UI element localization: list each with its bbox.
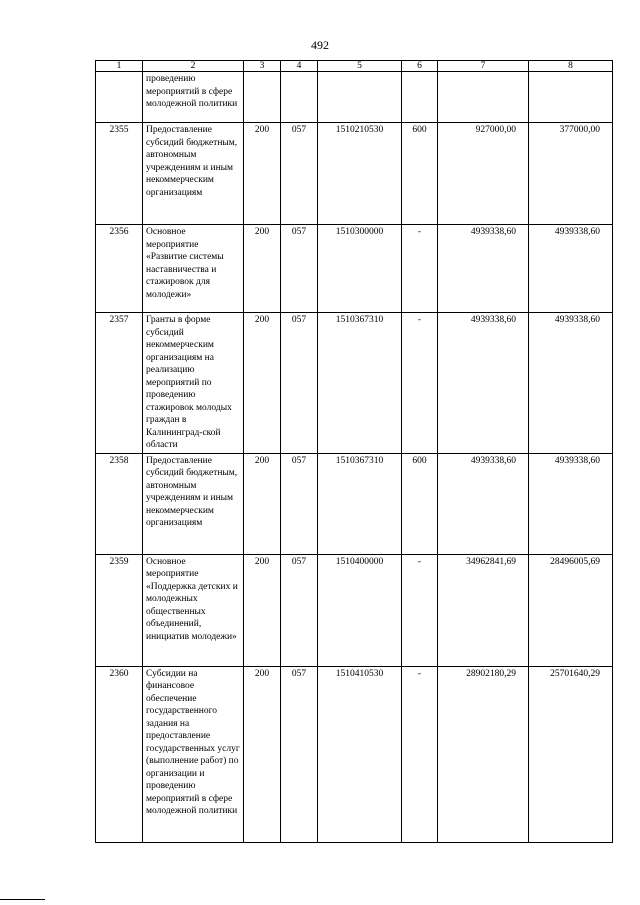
row-section-code (281, 72, 318, 123)
footer-rule (0, 899, 45, 900)
row-section-code: 057 (281, 225, 318, 313)
row-expense-type: 600 (402, 453, 438, 554)
row-amount-col8: 4939338,60 (529, 225, 613, 313)
row-gov-code: 200 (244, 123, 281, 225)
table-row (96, 123, 613, 225)
row-number (96, 72, 143, 123)
row-number: 2358 (96, 453, 143, 554)
row-target-code: 1510300000 (318, 225, 402, 313)
row-section-code: 057 (281, 554, 318, 666)
row-amount-col7: 4939338,60 (438, 453, 529, 554)
row-name: Субсидии на финансовое обеспечение государственного задания на предоставление государственных услуг (выполнение работ) по организации и проведению мероприятий в сфере молодежной политики (143, 666, 244, 842)
table-row (96, 313, 613, 454)
row-number: 2360 (96, 666, 143, 842)
table-row (96, 225, 613, 313)
row-target-code: 1510367310 (318, 453, 402, 554)
table-row (96, 666, 613, 842)
row-expense-type: - (402, 666, 438, 842)
row-target-code: 1510367310 (318, 313, 402, 454)
column-header: 8 (529, 61, 613, 72)
row-amount-col8: 4939338,60 (529, 453, 613, 554)
row-name: Основное мероприятие «Развитие системы наставничества и стажировок для молодежи» (143, 225, 244, 313)
row-section-code: 057 (281, 123, 318, 225)
row-target-code: 1510210530 (318, 123, 402, 225)
row-amount-col7: 28902180,29 (438, 666, 529, 842)
row-number: 2356 (96, 225, 143, 313)
row-expense-type: - (402, 313, 438, 454)
row-target-code: 1510400000 (318, 554, 402, 666)
row-section-code: 057 (281, 453, 318, 554)
row-name: Предоставление субсидий бюджетным, автономным учреждениям и иным некоммерческим организациям (143, 123, 244, 225)
row-target-code: 1510410530 (318, 666, 402, 842)
row-gov-code (244, 72, 281, 123)
header-row (96, 61, 613, 72)
row-name: проведению мероприятий в сфере молодежной политики (143, 72, 244, 123)
row-name: Гранты в форме субсидий некоммерческим организациям на реализацию мероприятий по проведению стажировок молодых граждан в Калининград-ской области (143, 313, 244, 454)
column-header: 3 (244, 61, 281, 72)
row-expense-type: - (402, 554, 438, 666)
row-amount-col7: 4939338,60 (438, 313, 529, 454)
row-expense-type: - (402, 225, 438, 313)
column-header: 7 (438, 61, 529, 72)
row-gov-code: 200 (244, 666, 281, 842)
row-amount-col8: 377000,00 (529, 123, 613, 225)
row-number: 2359 (96, 554, 143, 666)
row-number: 2355 (96, 123, 143, 225)
row-section-code: 057 (281, 666, 318, 842)
table-row (96, 554, 613, 666)
page-number: 492 (311, 38, 329, 52)
row-gov-code: 200 (244, 313, 281, 454)
row-amount-col7: 927000,00 (438, 123, 529, 225)
row-expense-type (402, 72, 438, 123)
row-amount-col8: 28496005,69 (529, 554, 613, 666)
row-amount-col8: 25701640,29 (529, 666, 613, 842)
row-target-code (318, 72, 402, 123)
column-header: 4 (281, 61, 318, 72)
row-amount-col8: 4939338,60 (529, 313, 613, 454)
row-name: Основное мероприятие «Поддержка детских и молодежных общественных объединений, инициатив молодежи» (143, 554, 244, 666)
row-amount-col8 (529, 72, 613, 123)
row-gov-code: 200 (244, 453, 281, 554)
budget-table (95, 60, 613, 843)
column-header: 5 (318, 61, 402, 72)
row-name: Предоставление субсидий бюджетным, автономным учреждениям и иным некоммерческим организациям (143, 453, 244, 554)
table-row (96, 72, 613, 123)
row-gov-code: 200 (244, 225, 281, 313)
column-header: 6 (402, 61, 438, 72)
row-section-code: 057 (281, 313, 318, 454)
column-header: 1 (96, 61, 143, 72)
row-amount-col7: 4939338,60 (438, 225, 529, 313)
row-amount-col7: 34962841,69 (438, 554, 529, 666)
column-header: 2 (143, 61, 244, 72)
row-expense-type: 600 (402, 123, 438, 225)
table-row (96, 453, 613, 554)
row-gov-code: 200 (244, 554, 281, 666)
row-amount-col7 (438, 72, 529, 123)
row-number: 2357 (96, 313, 143, 454)
